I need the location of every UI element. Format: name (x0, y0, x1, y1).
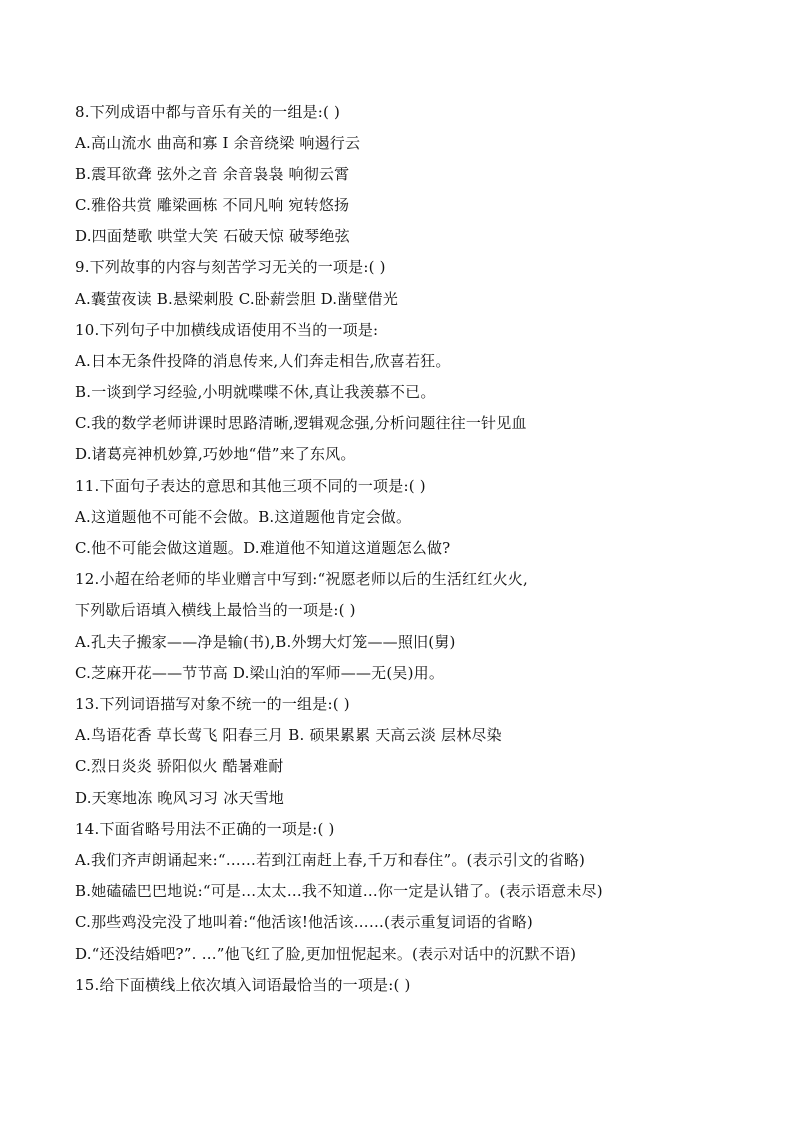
question-14-option-c: C.那些鸡没完没了地叫着:“他活该!他活该……(表示重复词语的省略) (75, 913, 533, 931)
question-12-prompt: 下列歇后语填入横线上最恰当的一项是:( ) (75, 601, 356, 619)
question-11-stem: 11.下面句子表达的意思和其他三项不同的一项是:( ) (75, 477, 426, 495)
question-8-option-d: D.四面楚歌 哄堂大笑 石破天惊 破琴绝弦 (75, 227, 350, 245)
question-8-option-c: C.雅俗共赏 雕梁画栋 不同凡响 宛转悠扬 (75, 196, 350, 214)
question-10-option-d: D.诸葛亮神机妙算,巧妙地“借”来了东风。 (75, 445, 356, 463)
question-13-option-d: D.天寒地冻 晚风习习 冰天雪地 (75, 789, 284, 807)
question-10-option-b: B.一谈到学习经验,小明就喋喋不休,真让我羡慕不已。 (75, 383, 436, 401)
question-14-option-b: B.她磕磕巴巴地说:“可是…太太…我不知道…你一定是认错了。(表示语意未尽) (75, 882, 603, 900)
question-14-stem: 14.下面省略号用法不正确的一项是:( ) (75, 820, 335, 838)
question-15-stem: 15.给下面横线上依次填入词语最恰当的一项是:( ) (75, 976, 411, 994)
question-13-stem: 13.下列词语描写对象不统一的一组是:( ) (75, 695, 350, 713)
question-8-option-a: A.高山流水 曲高和寡 I 余音绕梁 响遏行云 (75, 134, 361, 152)
question-11-options-cd: C.他不可能会做这道题。D.难道他不知道这道题怎么做? (75, 539, 451, 557)
question-11-options-ab: A.这道题他不可能不会做。B.这道题他肯定会做。 (75, 508, 412, 526)
question-12-stem: 12.小超在给老师的毕业赠言中写到:“祝愿老师以后的生活红红火火, (75, 570, 528, 588)
question-9-stem: 9.下列故事的内容与刻苦学习无关的一项是:( ) (75, 258, 386, 276)
question-12-options-ab: A.孔夫子搬家——净是输(书),B.外甥大灯笼——照旧(舅) (75, 633, 456, 651)
question-14-option-a: A.我们齐声朗诵起来:“……若到江南赶上春,千万和春住”。(表示引文的省略) (75, 851, 586, 869)
question-10-stem: 10.下列句子中加横线成语使用不当的一项是: (75, 321, 379, 339)
question-12-options-cd: C.芝麻开花——节节高 D.梁山泊的军师——无(吴)用。 (75, 664, 445, 682)
question-10-option-c: C.我的数学老师讲课时思路清晰,逻辑观念强,分析问题往往一针见血 (75, 414, 527, 432)
question-14-option-d: D.“还没结婚吧?”. …”他飞红了脸,更加忸怩起来。(表示对话中的沉默不语) (75, 945, 577, 963)
question-8-option-b: B.震耳欲聋 弦外之音 余音袅袅 响彻云霄 (75, 165, 350, 183)
question-10-option-a: A.日本无条件投降的消息传来,人们奔走相告,欣喜若狂。 (75, 352, 451, 370)
question-13-options-ab: A.鸟语花香 草长莺飞 阳春三月 B. 硕果累累 天高云淡 层林尽染 (75, 726, 502, 744)
question-13-option-c: C.烈日炎炎 骄阳似火 酷暑难耐 (75, 757, 284, 775)
question-9-options: A.囊萤夜读 B.悬梁刺股 C.卧薪尝胆 D.凿壁借光 (75, 290, 399, 308)
question-8-stem: 8.下列成语中都与音乐有关的一组是:( ) (75, 103, 341, 121)
